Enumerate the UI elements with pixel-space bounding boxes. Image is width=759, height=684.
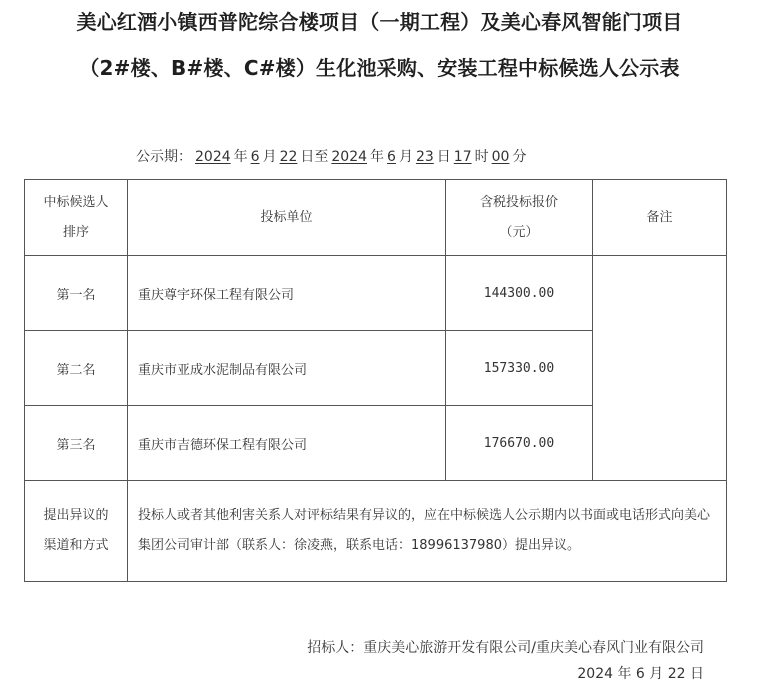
publicity-period <box>136 146 526 166</box>
period-hour: 17 <box>453 149 472 165</box>
objection-text: 投标人或者其他利害关系人对评标结果有异议的，应在中标候选人公示期内以书面或电话形式向美心集团公司审计部（联系人：徐凌燕，联系电话：18996137980）提出异议。 <box>128 481 727 582</box>
period-year-char: 年 <box>233 149 248 165</box>
period-day-to: 日至 <box>300 149 329 165</box>
period-day-char: 日 <box>436 149 451 165</box>
footer-date: 2024 年 6 月 22 日 <box>577 666 704 682</box>
period-minute: 00 <box>491 149 510 165</box>
period-end-year: 2024 <box>331 149 368 165</box>
period-end-month: 6 <box>387 149 396 165</box>
objection-label-line2: 渠道和方式 <box>43 538 109 553</box>
rank-cell: 第三名 <box>25 406 128 481</box>
period-start-day: 22 <box>279 149 298 165</box>
objection-label <box>25 481 128 582</box>
company-cell: 重庆尊宇环保工程有限公司 <box>128 256 446 331</box>
remark-cell <box>593 256 727 481</box>
period-label: 公示期： <box>136 149 192 165</box>
objection-label-line1: 提出异议的 <box>43 508 109 523</box>
price-cell: 176670.00 <box>446 406 593 481</box>
table-row <box>25 256 727 331</box>
period-month-char-2: 月 <box>398 149 413 165</box>
header-rank-line1: 中标候选人 <box>43 194 109 210</box>
header-price-line2: （元） <box>499 224 539 240</box>
header-price-line1: 含税投标报价 <box>479 194 558 210</box>
period-end-day: 23 <box>415 149 434 165</box>
period-start-year: 2024 <box>195 149 231 165</box>
table-header-row <box>25 180 727 256</box>
period-minute-char: 分 <box>512 149 527 165</box>
tenderer-signature: 招标人：重庆美心旅游开发有限公司/重庆美心春风门业有限公司 <box>307 640 704 656</box>
header-price <box>446 180 593 256</box>
header-bidder: 投标单位 <box>128 180 446 256</box>
document-title-line2: （2#楼、B#楼、C#楼）生化池采购、安装工程中标候选人公示表 <box>79 56 680 80</box>
rank-cell: 第一名 <box>25 256 128 331</box>
period-hour-char: 时 <box>474 149 489 165</box>
candidate-table <box>24 179 727 582</box>
price-cell: 144300.00 <box>446 256 593 331</box>
company-cell: 重庆市亚成水泥制品有限公司 <box>128 331 446 406</box>
header-rank <box>25 180 128 256</box>
price-cell: 157330.00 <box>446 331 593 406</box>
company-cell: 重庆市吉德环保工程有限公司 <box>128 406 446 481</box>
header-rank-line2: 排序 <box>62 224 89 240</box>
period-month-char: 月 <box>262 149 277 165</box>
document-title-line1: 美心红酒小镇西普陀综合楼项目（一期工程）及美心春风智能门项目 <box>76 10 683 34</box>
rank-cell: 第二名 <box>25 331 128 406</box>
period-start-month: 6 <box>250 149 260 165</box>
objection-row <box>25 481 727 582</box>
header-remark: 备注 <box>593 180 727 256</box>
period-year-char-2: 年 <box>370 149 385 165</box>
